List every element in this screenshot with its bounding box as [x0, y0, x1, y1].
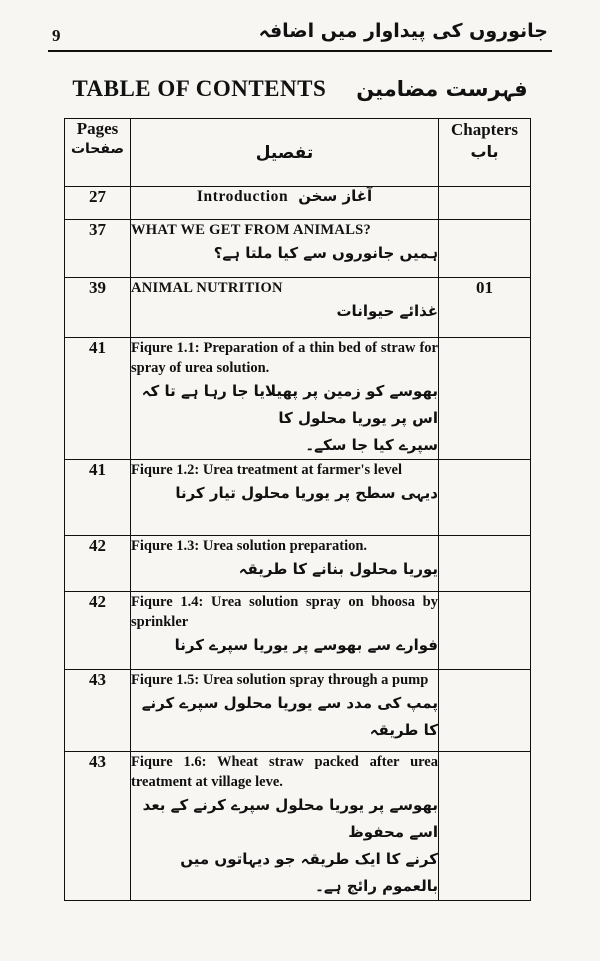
detail-cell	[131, 592, 439, 670]
chapter-cell	[439, 187, 531, 220]
entry-english: Fiqure 1.2: Urea treatment at farmer's level	[131, 462, 402, 478]
chapters-header-en: Chapters	[450, 120, 519, 139]
detail-cell	[131, 670, 439, 752]
detail-cell	[131, 278, 439, 338]
page-cell: 42	[65, 592, 131, 670]
pages-header-en: Pages	[76, 119, 119, 138]
entry-urdu: کرنے کا ایک طریقہ جو دیہاتوں میں بالعموم رائج ہے۔	[180, 850, 438, 895]
table-row	[65, 670, 531, 752]
toc-title-english: TABLE OF CONTENTS	[72, 76, 327, 101]
pages-header-ur: صفحات	[70, 141, 125, 157]
table-row	[65, 220, 531, 278]
chapter-cell	[439, 670, 531, 752]
entry-urdu: سپرے کیا جا سکے۔	[305, 436, 438, 454]
page-cell: 27	[65, 187, 131, 220]
chapter-cell	[439, 536, 531, 592]
table-row	[65, 187, 531, 220]
chapter-cell	[439, 460, 531, 536]
detail-header-ur: تفصیل	[255, 142, 314, 163]
entry-urdu: ہمیں جانوروں سے کیا ملتا ہے؟	[213, 244, 438, 262]
header-divider	[48, 50, 552, 52]
page-cell: 43	[65, 752, 131, 901]
entry-urdu: دیہی سطح پر یوریا محلول تیار کرنا	[175, 484, 438, 502]
entry-urdu: آغاز سخن	[298, 187, 373, 205]
page-cell: 39	[65, 278, 131, 338]
entry-urdu: یوریا محلول بنانے کا طریقہ	[238, 560, 438, 578]
contents-table	[64, 118, 531, 901]
entry-urdu: بھوسے پر یوریا محلول سپرے کرنے کے بعد اسے محفوظ	[142, 796, 438, 841]
toc-title	[0, 76, 600, 102]
entry-english: Fiqure 1.4: Urea solution spray on bhoosa by sprinkler	[131, 594, 438, 630]
page-number: 9	[52, 26, 61, 45]
entry-english: Introduction	[196, 188, 289, 205]
entry-urdu: فوارے سے بھوسے پر یوریا سپرے کرنا	[174, 636, 438, 654]
table-row	[65, 278, 531, 338]
table-row	[65, 592, 531, 670]
header-row	[65, 119, 531, 187]
entry-english: ANIMAL NUTRITION	[131, 280, 283, 296]
entry-english: Fiqure 1.5: Urea solution spray through a pump	[131, 672, 429, 688]
chapter-cell	[439, 592, 531, 670]
table-row	[65, 536, 531, 592]
entry-urdu: پمپ کی مدد سے یوریا محلول سپرے کرنے کا طریقہ	[141, 694, 438, 739]
chapter-cell	[439, 752, 531, 901]
running-header: جانوروں کی پیداوار میں اضافہ	[258, 20, 548, 42]
chapter-cell	[439, 338, 531, 460]
page-cell: 37	[65, 220, 131, 278]
chapters-header-ur: باب	[470, 142, 499, 161]
detail-cell	[131, 536, 439, 592]
entry-english: WHAT WE GET FROM ANIMALS?	[131, 222, 372, 238]
pages-column-header	[65, 119, 131, 187]
detail-column-header	[131, 119, 439, 187]
page-cell: 43	[65, 670, 131, 752]
detail-cell	[131, 220, 439, 278]
entry-english: Fiqure 1.3: Urea solution preparation.	[131, 538, 368, 554]
chapter-cell	[439, 220, 531, 278]
entry-urdu: غذائے حیوانات	[336, 302, 438, 320]
toc-title-urdu: فہرست مضامین	[356, 77, 528, 101]
detail-cell	[131, 752, 439, 901]
detail-cell	[131, 460, 439, 536]
chapters-column-header	[439, 119, 531, 187]
entry-english: Fiqure 1.6: Wheat straw packed after urea treatment at village leve.	[131, 754, 438, 790]
detail-cell	[131, 338, 439, 460]
page-cell: 41	[65, 338, 131, 460]
page-cell: 42	[65, 536, 131, 592]
table-row	[65, 752, 531, 901]
table-row	[65, 338, 531, 460]
entry-english: Fiqure 1.1: Preparation of a thin bed of straw for spray of urea solution.	[131, 340, 438, 376]
entry-urdu: بھوسے کو زمین پر پھیلایا جا رہا ہے تا کہ اس پر یوریا محلول کا	[141, 382, 438, 427]
detail-cell	[131, 187, 439, 220]
table-row	[65, 460, 531, 536]
page-cell: 41	[65, 460, 131, 536]
chapter-cell: 01	[439, 278, 531, 338]
